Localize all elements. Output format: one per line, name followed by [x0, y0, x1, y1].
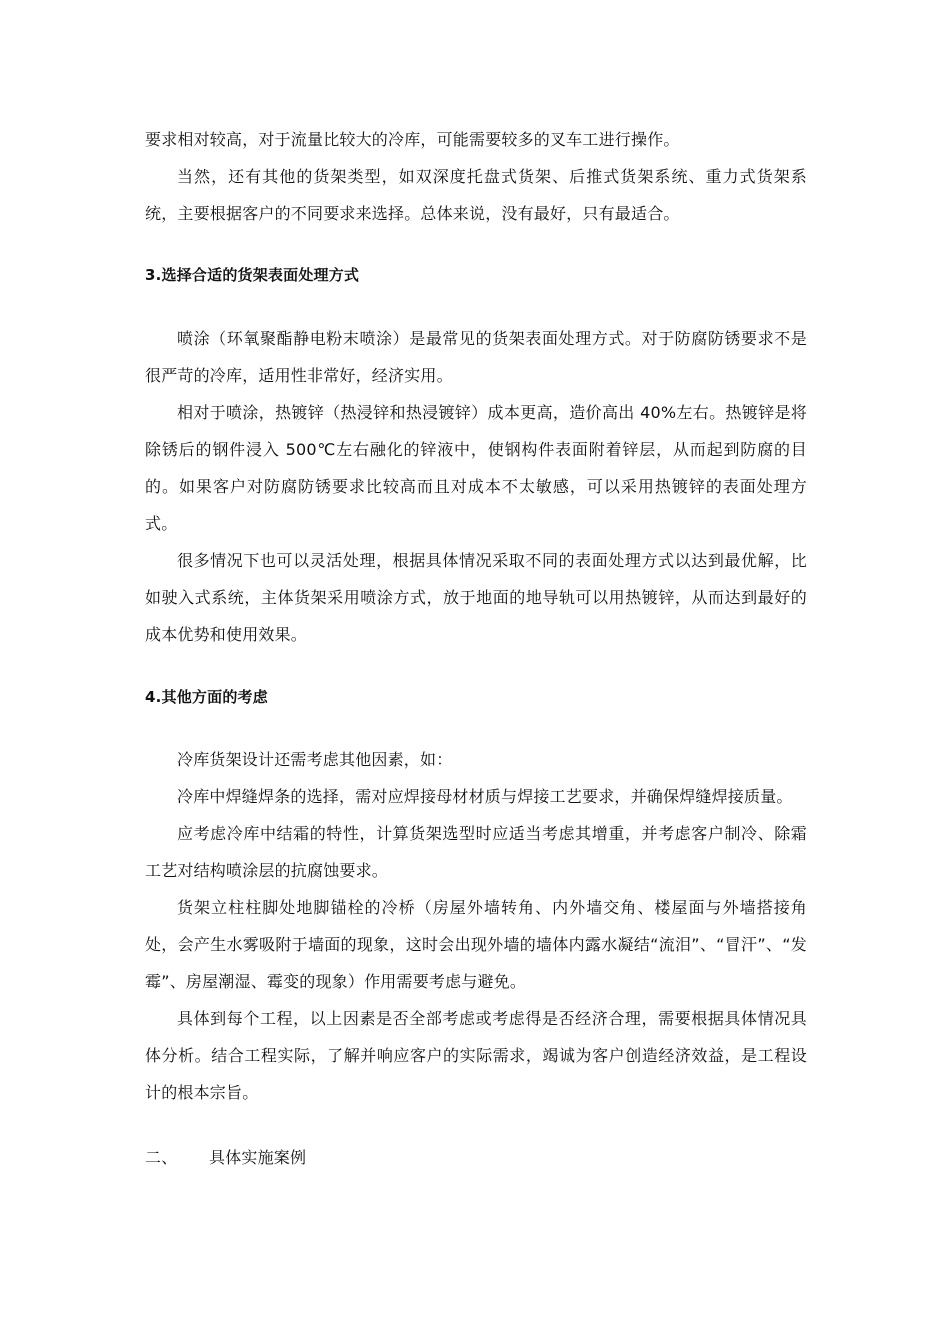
paragraph: 很多情况下也可以灵活处理，根据具体情况采取不同的表面处理方式以达到最优解，比如驶入式系统，主体货架采用喷涂方式，放于地面的地导轨可以用热镀锌，从而达到最好的成本优势和使用效果。 [145, 551, 807, 644]
document-body [145, 121, 807, 1176]
paragraph: 冷库货架设计还需考虑其他因素，如： [177, 750, 453, 769]
paragraph: 具体到每个工程，以上因素是否全部考虑或考虑得是否经济合理，需要根据具体情况具体分析。结合工程实际，了解并响应客户的实际需求，竭诚为客户创造经济效益，是工程设计的根本宗旨。 [145, 1009, 807, 1102]
section-two-title: 具体实施案例 [209, 1148, 307, 1167]
paragraph: 当然，还有其他的货架类型，如双深度托盘式货架、后推式货架系统、重力式货架系统，主要根据客户的不同要求来选择。总体来说，没有最好，只有最适合。 [145, 167, 807, 223]
paragraph: 冷库中焊缝焊条的选择，需对应焊接母材材质与焊接工艺要求，并确保焊缝焊接质量。 [177, 787, 793, 806]
paragraph: 喷涂（环氧聚酯静电粉末喷涂）是最常见的货架表面处理方式。对于防腐防锈要求不是很严苛的冷库，适用性非常好，经济实用。 [145, 329, 807, 385]
paragraph: 要求相对较高，对于流量比较大的冷库，可能需要较多的叉车工进行操作。 [145, 130, 680, 149]
section-two-heading [145, 1139, 807, 1176]
section-heading-4: 4.其他方面的考虑 [145, 688, 268, 706]
section-heading-3: 3.选择合适的货架表面处理方式 [145, 266, 360, 284]
paragraph: 货架立柱柱脚处地脚锚栓的冷桥（房屋外墙转角、内外墙交角、楼屋面与外墙搭接角处，会产生水雾吸附于墙面的现象，这时会出现外墙的墙体内露水凝结“流泪”、“冒汗”、“发霉”、房屋潮湿、霉变的现象）作用需要考虑与避免。 [145, 898, 807, 991]
section-two-number: 二、 [145, 1148, 178, 1167]
paragraph: 应考虑冷库中结霜的特性，计算货架选型时应适当考虑其增重，并考虑客户制冷、除霜工艺对结构喷涂层的抗腐蚀要求。 [145, 824, 807, 880]
paragraph: 相对于喷涂，热镀锌（热浸锌和热浸镀锌）成本更高，造价高出 40%左右。热镀锌是将除锈后的钢件浸入 500℃左右融化的锌液中，使钢构件表面附着锌层，从而起到防腐的目的。如果客户对防腐防锈要求比较高而且对成本不太敏感，可以采用热镀锌的表面处理方式。 [145, 403, 807, 533]
